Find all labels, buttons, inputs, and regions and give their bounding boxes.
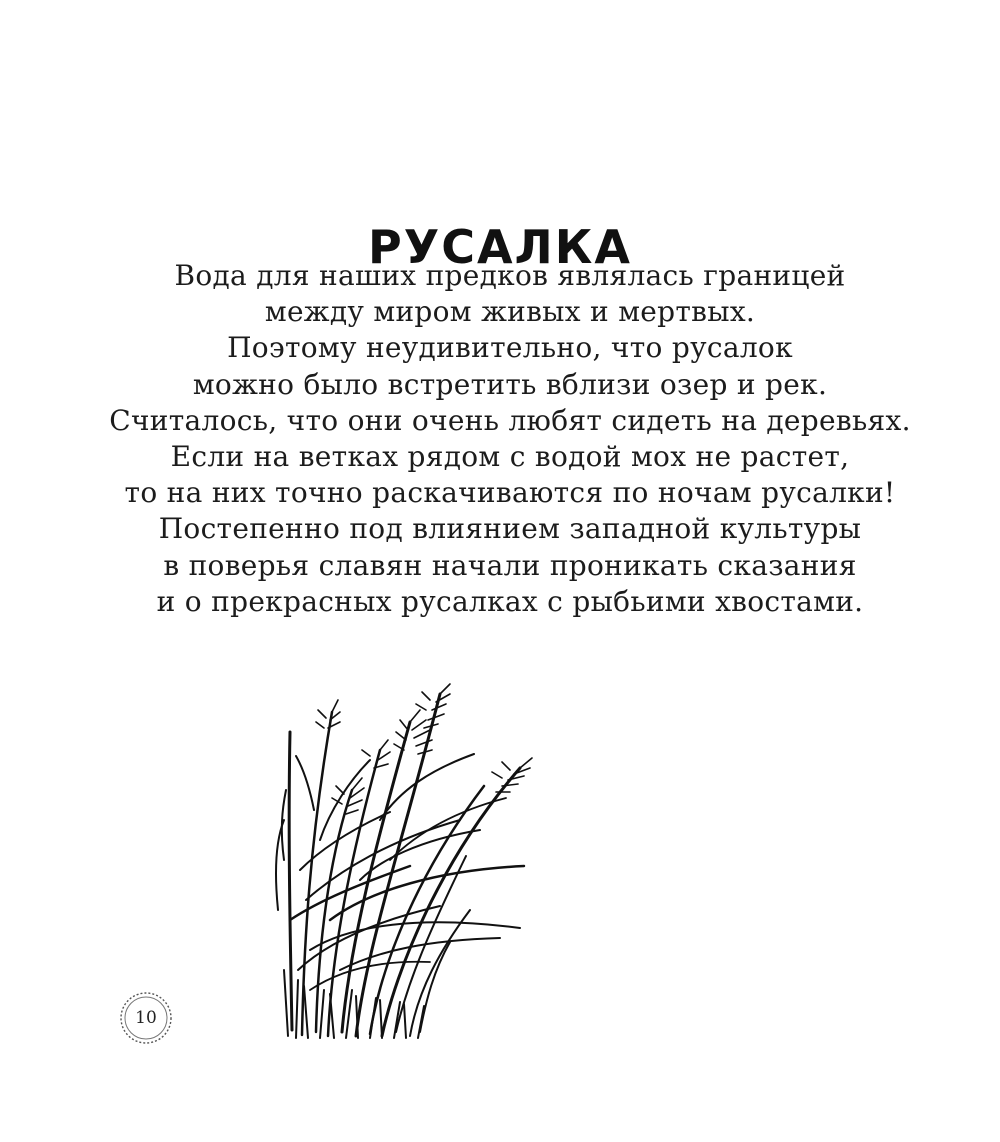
text-line: то на них точно раскачиваются по ночам русалки! [124,476,896,510]
text-line: в поверья славян начали проникать сказания [163,548,857,582]
text-line: Поэтому неудивительно, что русалок [227,331,793,365]
text-line: Считалось, что они очень любят сидеть на деревьях. [109,403,911,437]
text-line: между миром живых и мертвых. [264,295,756,329]
text-line: можно было встретить вблизи озер и рек. [192,367,828,401]
text-line: Вода для наших предков являлась границей [174,259,846,292]
page-number: 10 [135,1008,157,1028]
body-paragraph [60,258,960,620]
page-number-badge [118,990,174,1046]
text-line: Постепенно под влиянием западной культуры [158,512,862,546]
text-line: и о прекрасных русалках с рыбьими хвостами. [156,584,864,618]
reeds-illustration [270,670,570,1050]
page-title: РУСАЛКА [368,219,632,274]
text-line: Если на ветках рядом с водой мох не растет, [170,440,850,474]
